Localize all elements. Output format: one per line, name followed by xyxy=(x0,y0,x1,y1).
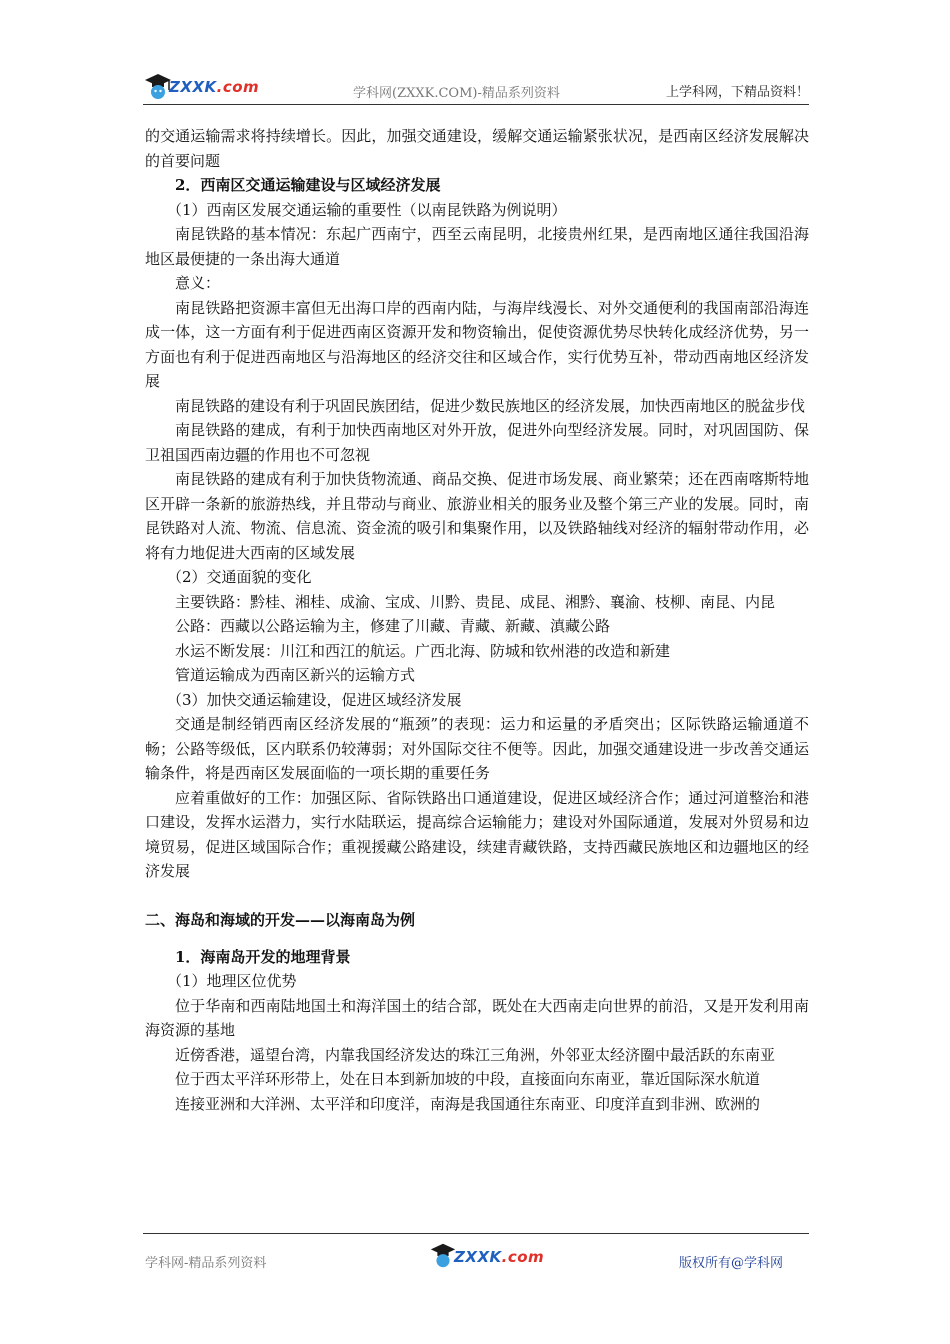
document-body xyxy=(145,124,809,1116)
paragraph: 位于华南和西南陆地国土和海洋国土的结合部，既处在大西南走向世界的前沿，又是开发利用南海资源的基地 xyxy=(145,996,809,1039)
paragraph: 近傍香港，遥望台湾，内靠我国经济发达的珠江三角洲，外邻亚太经济圈中最活跃的东南亚 xyxy=(175,1045,776,1064)
paragraph: 南昆铁路把资源丰富但无出海口岸的西南内陆，与海岸线漫长、对外交通便利的我国南部沿海连成一体，这一方面有利于促进西南区资源开发和物资输出，促使资源优势尽快转化成经济优势，另一方面也有利于促进西南地区与沿海地区的经济交往和区域合作，实行优势互补，带动西南地区经济发展 xyxy=(145,298,809,390)
paragraph: 主要铁路：黔桂、湘桂、成渝、宝成、川黔、贵昆、成昆、湘黔、襄渝、枝柳、南昆、内昆 xyxy=(175,592,776,611)
footer-copyright[interactable]: 版权所有@学科网 xyxy=(678,1256,783,1271)
logo-text: ZXXK xyxy=(169,78,217,96)
paragraph: 的交通运输需求将持续增长。因此，加强交通建设，缓解交通运输紧张状况，是西南区经济发展解决的首要问题 xyxy=(145,127,809,170)
paragraph: 交通是制经销西南区经济发展的“瓶颈”的表现：运力和运量的矛盾突出；区际铁路运输通道不畅；公路等级低，区内联系仍较薄弱；对外国际交往不便等。因此，加强交通建设进一步改善交通运输条件，将是西南区发展面临的一项长期的重要任务 xyxy=(145,715,809,782)
header-site-name[interactable]: 学科网(ZXXK.COM)-精品系列资料 xyxy=(353,86,560,101)
paragraph: 位于西太平洋环形带上，处在日本到新加坡的中段，直接面向东南亚，靠近国际深水航道 xyxy=(175,1070,761,1088)
paragraph: 应着重做好的工作：加强区际、省际铁路出口通道建设，促进区域经济合作；通过河道整治和港口建设，发挥水运潜力，实行水陆联运，提高综合运输能力；建设对外国际通道，发展对外贸易和边境贸易，促进区域国际合作；重视援藏公路建设，续建青藏铁路，支持西藏民族地区和边疆地区的经济发展 xyxy=(145,788,809,880)
paragraph: 南昆铁路的建成，有利于加快西南地区对外开放，促进外向型经济发展。同时，对巩固国防、保卫祖国西南边疆的作用也不可忽视 xyxy=(145,421,809,464)
paragraph: 连接亚洲和大洋洲、太平洋和印度洋，南海是我国通往东南亚、印度洋直到非洲、欧洲的 xyxy=(175,1094,761,1113)
paragraph: 公路：西藏以公路运输为主，修建了川藏、青藏、新藏、滇藏公路 xyxy=(175,617,611,635)
section-heading: 1．海南岛开发的地理背景 xyxy=(175,947,351,966)
subsection-heading: （2）交通面貌的变化 xyxy=(167,568,312,586)
zxxk-logo[interactable] xyxy=(143,70,260,102)
paragraph: 南昆铁路的建成有利于加快货物流通、商品交换、促进市场发展、商业繁荣；还在西南喀斯特地区开辟一条新的旅游热线，并且带动与商业、旅游业相关的服务业及整个第三产业的发展。同时，南昆铁路对人流、物流、信息流、资金流的吸引和集聚作用，以及铁路轴线对经济的辐射带动作用，必将有力地促进大西南的区域发展 xyxy=(145,470,809,562)
subsection-heading: （1）地理区位优势 xyxy=(167,972,297,990)
paragraph: 水运不断发展：川江和西江的航运。广西北海、防城和钦州港的改造和新建 xyxy=(175,641,671,660)
section-heading: 2．西南区交通运输建设与区域经济发展 xyxy=(175,176,441,194)
header-slogan: 上学科网，下精品资料！ xyxy=(665,85,809,100)
paragraph: 意义： xyxy=(175,274,221,292)
paragraph: 南昆铁路的建设有利于巩固民族团结，促进少数民族地区的经济发展，加快西南地区的脱盆步伐 xyxy=(175,396,806,415)
subsection-heading: （1）西南区发展交通运输的重要性（以南昆铁路为例说明） xyxy=(167,200,567,219)
logo-suffix: .com xyxy=(501,1248,545,1266)
logo-suffix: .com xyxy=(216,78,260,96)
paragraph: 管道运输成为西南区新兴的运输方式 xyxy=(175,666,416,684)
chapter-heading: 二、海岛和海域的开发——以海南岛为例 xyxy=(145,911,416,929)
footer-zxxk-logo[interactable] xyxy=(428,1240,545,1270)
footer-site-name[interactable]: 学科网-精品系列资料 xyxy=(145,1256,267,1271)
logo-text: ZXXK xyxy=(454,1248,502,1266)
page-footer xyxy=(143,1233,809,1274)
paragraph: 南昆铁路的基本情况：东起广西南宁，西至云南昆明，北接贵州红果，是西南地区通往我国沿海地区最便捷的一条出海大通道 xyxy=(145,225,809,268)
subsection-heading: （3）加快交通运输建设，促进区域经济发展 xyxy=(167,690,462,709)
page-header xyxy=(143,70,809,105)
